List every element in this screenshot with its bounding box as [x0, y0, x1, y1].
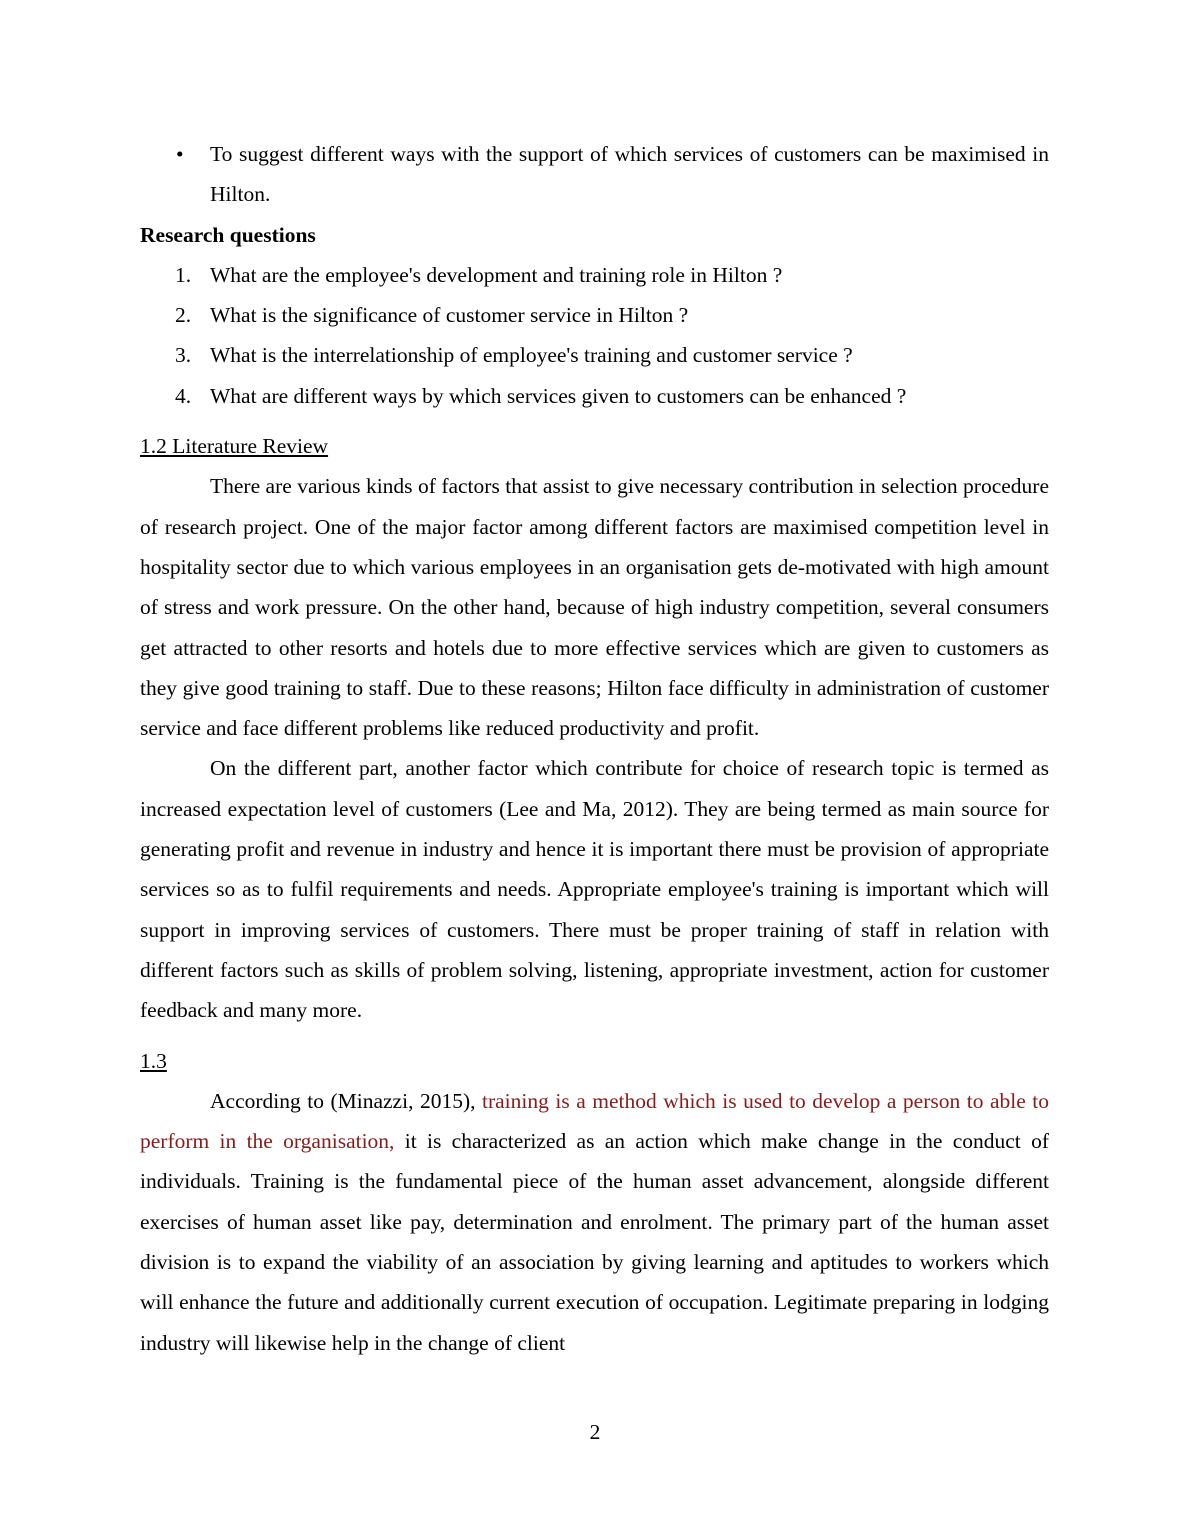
literature-paragraph: There are various kinds of factors that assist to give necessary contribution in selection procedure of research project. One of the major factor among different factors are maximised competition level in hospitality sector due to which various employees in an organisation gets de-motivated with high amount of stress and work pressure. On the other hand, because of high industry competition, several consumers get attracted to other resorts and hotels due to more effective services which are given to customers as they give good training to staff. Due to these reasons; Hilton face difficulty in administration of customer service and face different problems like reduced productivity and profit. [140, 474, 1049, 741]
literature-review-heading: 1.2 Literature Review [140, 434, 329, 459]
research-question-item [140, 376, 1049, 416]
research-question-item [140, 335, 1049, 375]
research-questions-heading: Research questions [140, 222, 316, 247]
list-number: 3. [175, 343, 192, 368]
research-question-text: What are the employee's development and training role in Hilton ? [210, 262, 783, 287]
research-question-text: What is the interrelationship of employee's training and customer service ? [210, 343, 853, 368]
objective-text: To suggest different ways with the support of which services of customers can be maximised in Hilton. [210, 142, 1049, 207]
objective-bullet [140, 134, 1049, 215]
highlighted-definition: training is a method which is used to develop a person to able to perform in the organisation, [140, 1088, 1049, 1154]
research-question-text: What are different ways by which services given to customers can be enhanced ? [210, 383, 907, 408]
section-1-3-heading: 1.3 [140, 1048, 167, 1073]
section-1-3-paragraph [140, 1081, 1049, 1363]
literature-paragraph: On the different part, another factor which contribute for choice of research topic is termed as increased expectation level of customers (Lee and Ma, 2012). They are being termed as main source for generating profit and revenue in industry and hence it is important there must be provision of appropriate services so as to fulfil requirements and needs. Appropriate employee's training is important which will support in improving services of customers. There must be proper training of staff in relation with different factors such as skills of problem solving, listening, appropriate investment, action for customer feedback and many more. [140, 756, 1049, 1023]
list-number: 1. [175, 262, 192, 287]
list-number: 2. [175, 303, 192, 328]
bullet-icon: • [176, 142, 184, 166]
citation-intro: According to (Minazzi, 2015), [210, 1088, 482, 1113]
page-number: 2 [589, 1420, 601, 1444]
research-question-text: What is the significance of customer service in Hilton ? [210, 303, 689, 328]
page-content [140, 134, 1049, 1363]
research-question-item [140, 255, 1049, 295]
paragraph-continuation: it is characterized as an action which make change in the conduct of individuals. Training is the fundamental piece of the human asset advancement, alongside different exercises of human asset like pay, determination and enrolment. The primary part of the human asset division is to expand the viability of an association by giving learning and aptitudes to workers which will enhance the future and additionally current execution of occupation. Legitimate preparing in lodging industry will likewise help in the change of client [140, 1129, 1049, 1355]
research-question-item [140, 295, 1049, 335]
list-number: 4. [175, 383, 192, 408]
research-questions-list [140, 255, 1049, 416]
